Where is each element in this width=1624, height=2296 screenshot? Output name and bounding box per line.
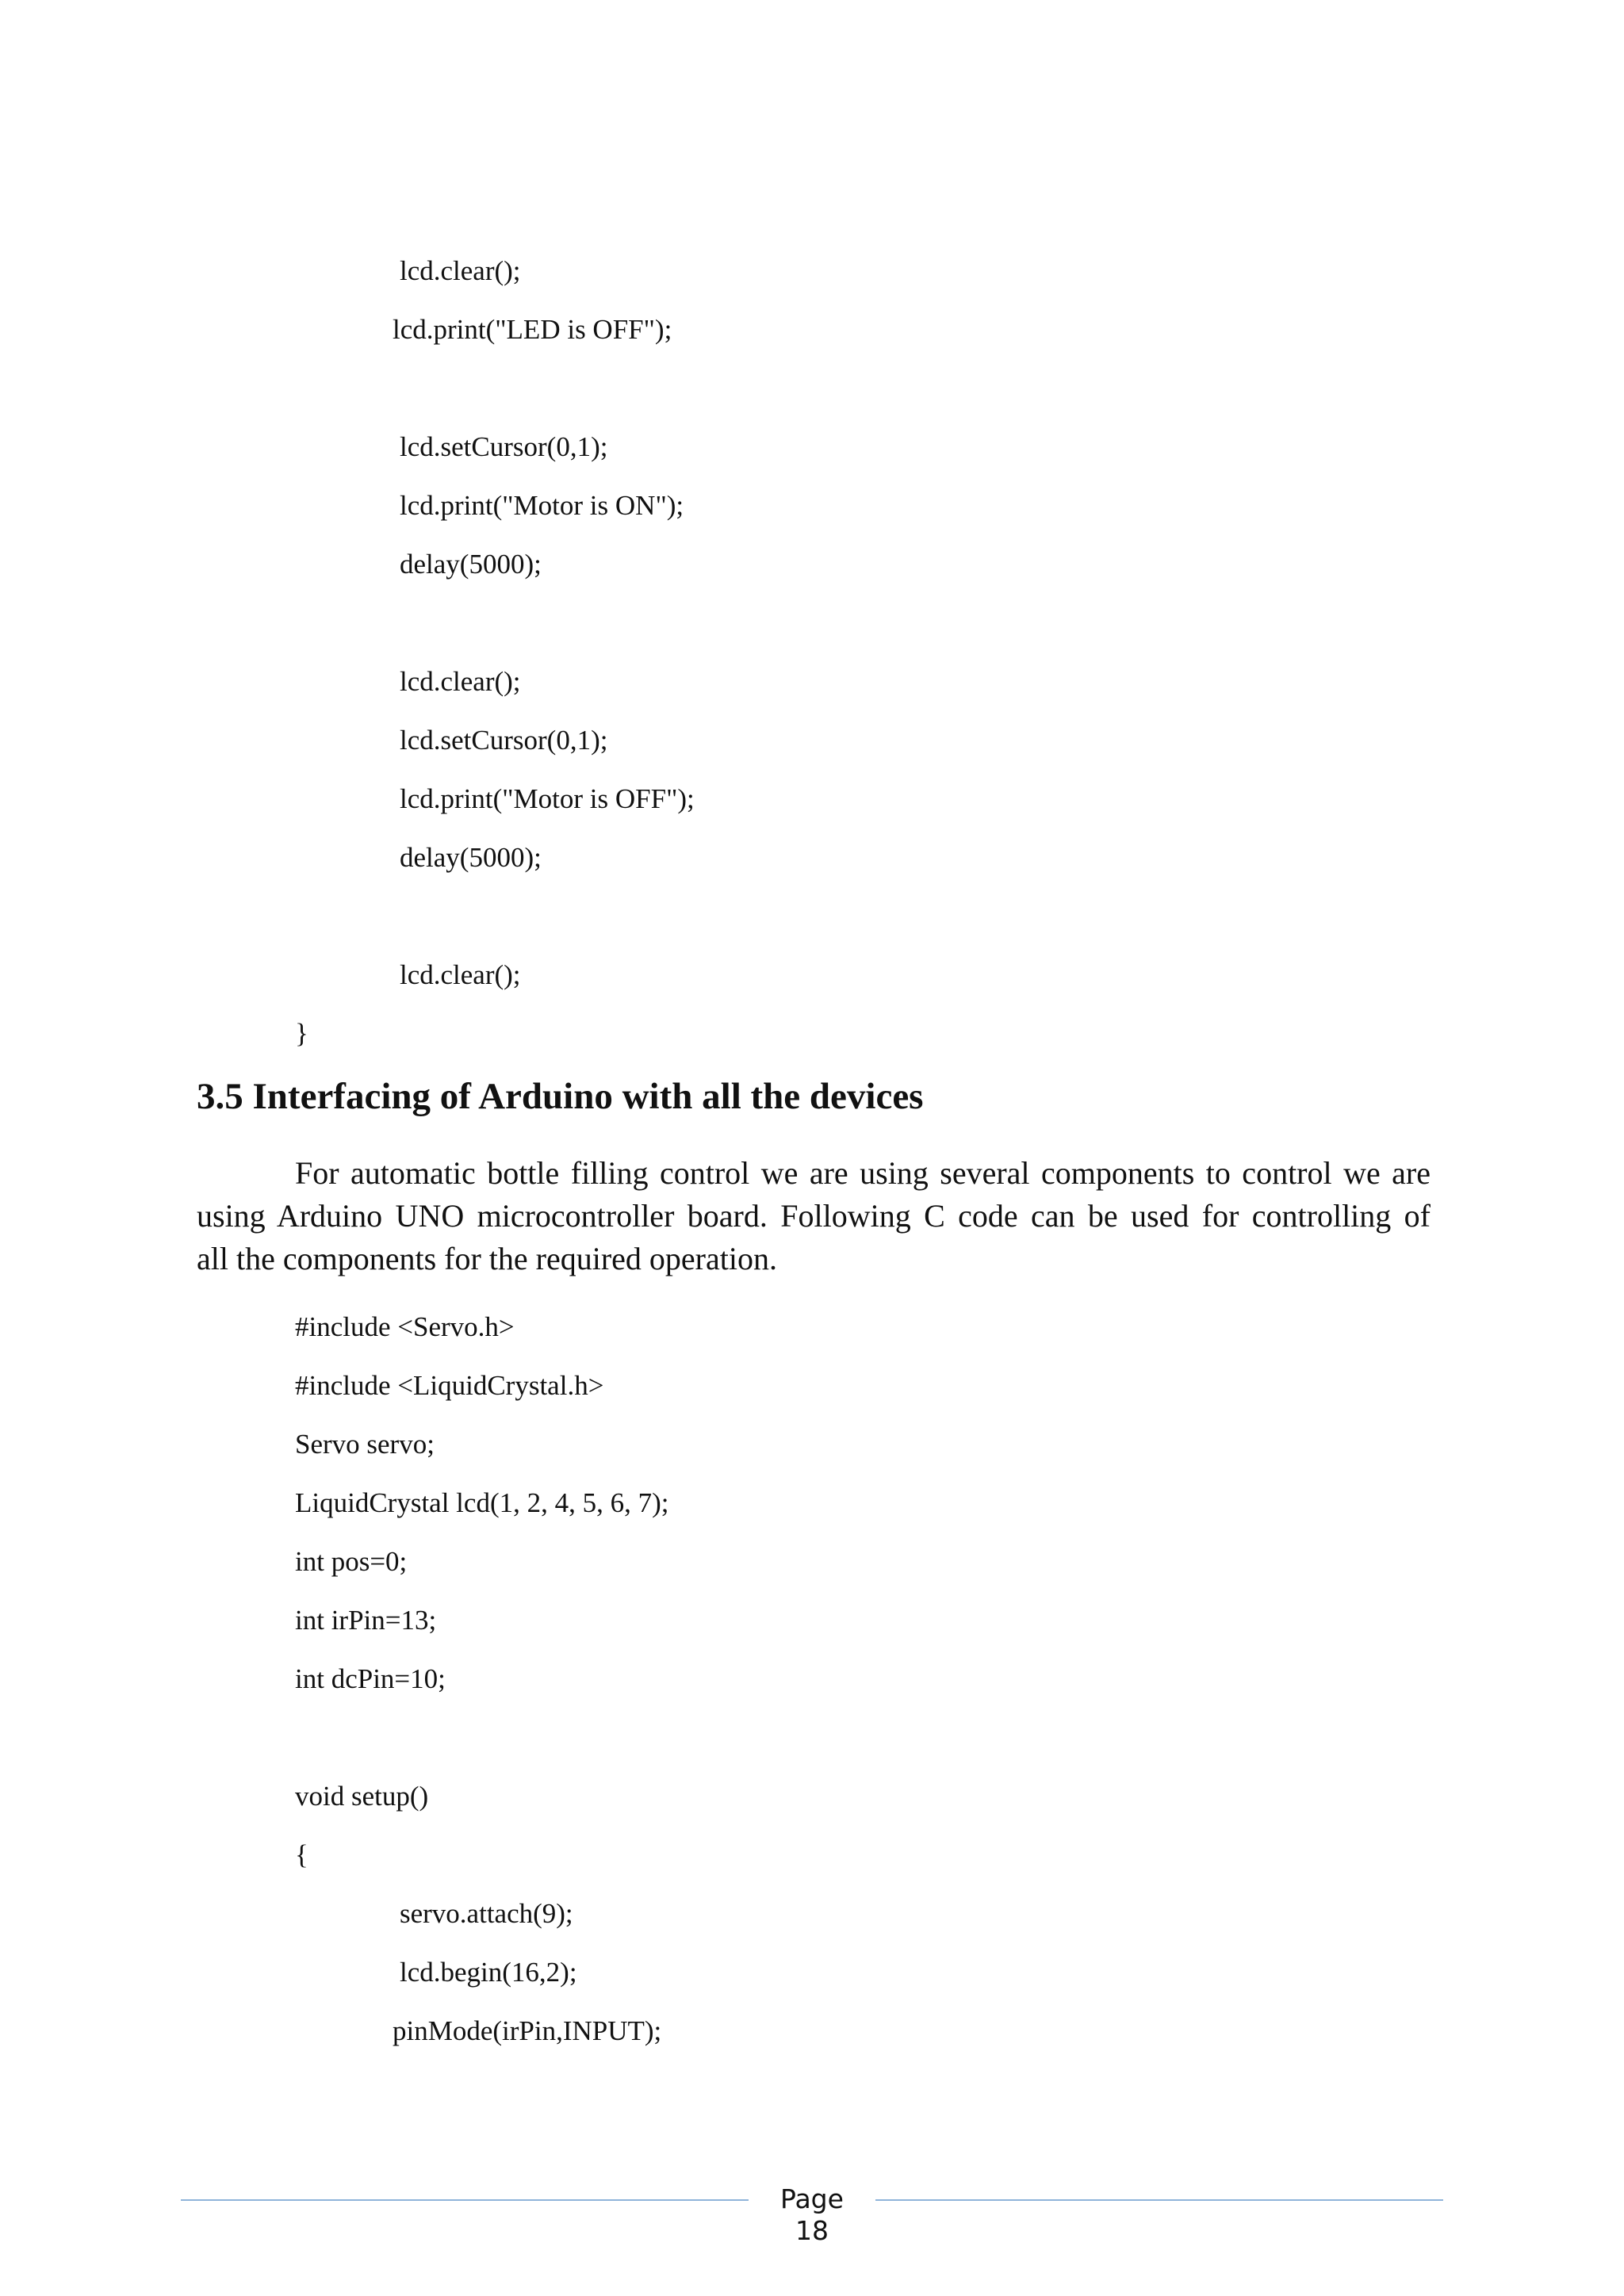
code-line: lcd.setCursor(0,1); [400,431,608,462]
code-line: pinMode(irPin,INPUT); [393,2015,662,2046]
section-heading: 3.5 Interfacing of Arduino with all the devices [197,1076,924,1117]
code-line: Servo servo; [295,1429,435,1460]
footer-rule-right [875,2199,1443,2201]
code-line: int irPin=13; [295,1605,437,1636]
code-line: lcd.clear(); [400,959,521,990]
code-line: lcd.print("Motor is ON"); [400,490,684,521]
code-line: #include <Servo.h> [295,1311,515,1342]
code-line: #include <LiquidCrystal.h> [295,1370,604,1401]
section-paragraph [197,1152,1431,1280]
code-line: int pos=0; [295,1546,408,1577]
code-line: servo.attach(9); [400,1898,573,1929]
code-line: lcd.begin(16,2); [400,1957,577,1988]
code-line: LiquidCrystal lcd(1, 2, 4, 5, 6, 7); [295,1487,669,1518]
paragraph-line: For automatic bottle filling control we are using several components to control we are [295,1155,1431,1191]
code-line: delay(5000); [400,549,542,580]
code-line: lcd.clear(); [400,255,521,286]
paragraph-line: all the components for the required operation. [197,1241,777,1276]
code-line: void setup() [295,1781,429,1812]
paragraph-line: using Arduino UNO microcontroller board. Following C code can be used for controlling of [197,1198,1431,1234]
code-line: lcd.print("LED is OFF"); [393,314,672,345]
code-line: lcd.print("Motor is OFF"); [400,783,695,814]
footer-rule-left [181,2199,749,2201]
code-line: delay(5000); [400,842,542,873]
code-line: { [295,1839,308,1870]
code-line: lcd.clear(); [400,666,521,697]
code-line: lcd.setCursor(0,1); [400,725,608,756]
page-number: Page 18 [780,2183,844,2246]
code-line: int dcPin=10; [295,1663,446,1694]
code-closing-brace: } [295,1018,308,1049]
